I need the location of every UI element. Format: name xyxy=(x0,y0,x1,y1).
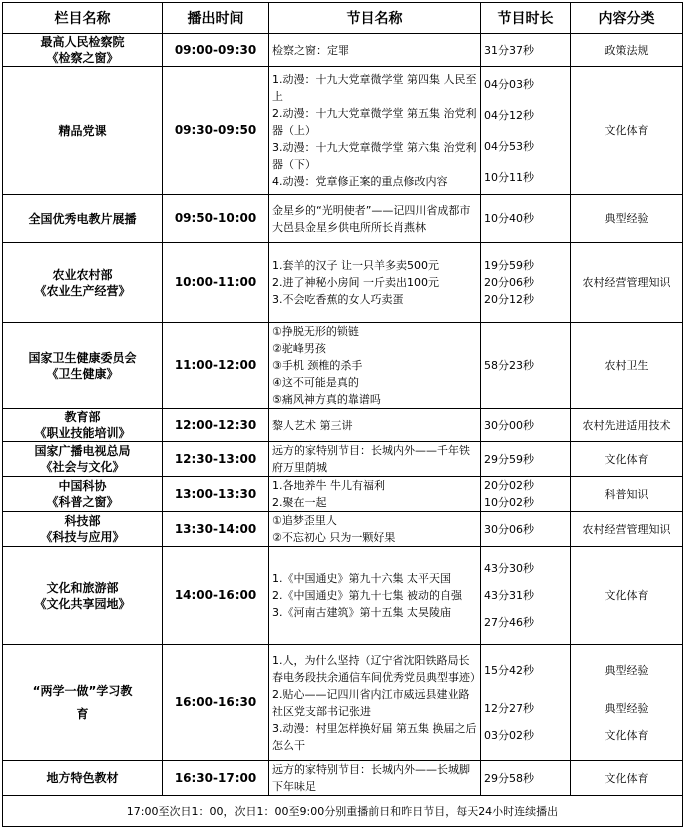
program-item: 3.不会吃香蕉的女人巧卖蛋 xyxy=(272,293,404,306)
category-item: 典型经验 xyxy=(604,663,649,677)
duration-item: 43分31秒 xyxy=(484,589,534,602)
header-column-name: 栏目名称 xyxy=(3,3,163,34)
category-cell xyxy=(571,761,683,796)
category-cell xyxy=(571,34,683,67)
air-time: 12:30-13:00 xyxy=(163,442,269,477)
duration-item: 10分40秒 xyxy=(484,212,534,225)
column-name: 中国科协 xyxy=(58,479,107,493)
program-item: 1.《中国通史》第九十六集 太平天国 xyxy=(272,572,451,585)
category-cell xyxy=(571,512,683,547)
header-row xyxy=(3,3,683,34)
column-name: 科技部 xyxy=(64,514,101,528)
program-cell xyxy=(269,195,481,243)
column-name: 国家广播电视总局 xyxy=(34,444,131,458)
table-row xyxy=(3,645,683,761)
program-item: ③手机 颈椎的杀手 xyxy=(272,359,363,372)
category-cell xyxy=(571,323,683,409)
table-row xyxy=(3,477,683,512)
program-item: ②驼峰男孩 xyxy=(272,342,326,355)
duration-item: 04分12秒 xyxy=(484,108,534,122)
schedule-table xyxy=(2,2,683,827)
category-item: 农村卫生 xyxy=(604,359,649,372)
header-air-time: 播出时间 xyxy=(163,3,269,34)
column-name: 农业农村部 xyxy=(52,267,113,282)
duration-item: 04分53秒 xyxy=(484,139,534,153)
duration-item: 20分12秒 xyxy=(484,293,534,306)
category-cell xyxy=(571,645,683,761)
duration-cell xyxy=(481,195,571,243)
program-item: 2.动漫：十九大党章微学堂 第五集 治党利器（上） xyxy=(272,107,477,137)
program-item: 1.套羊的汉子 让一只羊多卖500元 xyxy=(272,259,439,272)
air-time: 11:00-12:00 xyxy=(163,323,269,409)
column-name: 教育部 xyxy=(64,410,101,424)
column-cell xyxy=(3,512,163,547)
column-cell xyxy=(3,547,163,645)
header-duration: 节目时长 xyxy=(481,3,571,34)
category-item: 文化体育 xyxy=(604,771,649,785)
program-cell xyxy=(269,512,481,547)
air-time: 14:00-16:00 xyxy=(163,547,269,645)
program-item: 2.进了神秘小房间 一斤卖出100元 xyxy=(272,276,439,289)
column-subtitle: 《卫生健康》 xyxy=(46,366,119,381)
category-cell xyxy=(571,547,683,645)
duration-cell xyxy=(481,442,571,477)
table-row xyxy=(3,34,683,67)
duration-item: 03分02秒 xyxy=(484,728,534,742)
category-item: 典型经验 xyxy=(604,701,649,715)
air-time: 09:30-09:50 xyxy=(163,67,269,195)
program-cell xyxy=(269,409,481,442)
category-item: 文化体育 xyxy=(604,589,649,602)
table-row xyxy=(3,547,683,645)
program-cell xyxy=(269,645,481,761)
column-name: 地方特色教材 xyxy=(46,771,119,785)
column-cell xyxy=(3,67,163,195)
category-item: 农村经营管理知识 xyxy=(582,276,671,289)
duration-cell xyxy=(481,477,571,512)
column-name: 文化和旅游部 xyxy=(46,580,119,595)
header-program-name: 节目名称 xyxy=(269,3,481,34)
air-time: 13:00-13:30 xyxy=(163,477,269,512)
program-item: 4.动漫：党章修正案的重点修改内容 xyxy=(272,175,448,188)
table-row xyxy=(3,442,683,477)
column-name: 最高人民检察院 xyxy=(40,35,125,49)
column-subtitle: 《职业技能培训》 xyxy=(34,426,131,440)
program-cell xyxy=(269,442,481,477)
footer-row xyxy=(3,796,683,827)
duration-item: 20分02秒 xyxy=(484,479,534,492)
duration-item: 29分58秒 xyxy=(484,771,534,785)
category-item: 科普知识 xyxy=(604,487,649,501)
category-cell xyxy=(571,195,683,243)
column-name: 精品党课 xyxy=(58,123,107,138)
duration-item: 04分03秒 xyxy=(484,77,534,91)
category-cell xyxy=(571,442,683,477)
column-subtitle: 《社会与文化》 xyxy=(40,460,125,474)
program-item: 3.《河南古建筑》第十五集 太昊陵庙 xyxy=(272,606,451,619)
duration-cell xyxy=(481,761,571,796)
duration-cell xyxy=(481,512,571,547)
program-cell xyxy=(269,761,481,796)
duration-cell xyxy=(481,547,571,645)
air-time: 12:00-12:30 xyxy=(163,409,269,442)
duration-item: 58分23秒 xyxy=(484,359,534,372)
category-item: 文化体育 xyxy=(604,124,649,137)
column-subtitle: 《检察之窗》 xyxy=(46,51,119,65)
program-item: 2.聚在一起 xyxy=(272,496,327,509)
program-item: 金星乡的“光明使者”——记四川省成都市大邑县金星乡供电所所长肖燕林 xyxy=(272,203,471,234)
program-item: 远方的家特别节目：长城内外——千年铁府万里荫城 xyxy=(272,444,470,474)
duration-item: 15分42秒 xyxy=(484,663,534,677)
category-cell xyxy=(571,243,683,323)
duration-item: 30分00秒 xyxy=(484,418,534,432)
table-row xyxy=(3,409,683,442)
column-cell xyxy=(3,243,163,323)
program-item: 2.《中国通史》第九十七集 被动的自强 xyxy=(272,589,462,602)
air-time: 16:00-16:30 xyxy=(163,645,269,761)
program-item: 检察之窗：定罪 xyxy=(272,43,349,57)
category-cell xyxy=(571,409,683,442)
program-item: 远方的家特别节目：长城内外——长城脚下年味足 xyxy=(272,763,470,793)
program-cell xyxy=(269,34,481,67)
duration-item: 29分59秒 xyxy=(484,452,534,466)
column-name: 国家卫生健康委员会 xyxy=(28,350,137,365)
duration-item: 19分59秒 xyxy=(484,259,534,272)
column-cell xyxy=(3,645,163,761)
program-item: 1.动漫：十九大党章微学堂 第四集 人民至上 xyxy=(272,73,477,103)
category-item: 典型经验 xyxy=(604,212,649,225)
duration-cell xyxy=(481,409,571,442)
column-subtitle: 《科技与应用》 xyxy=(40,530,125,544)
column-cell xyxy=(3,409,163,442)
category-item: 文化体育 xyxy=(604,728,649,742)
column-name: “两学一做”学习教 xyxy=(32,684,133,698)
duration-item: 31分37秒 xyxy=(484,43,534,57)
duration-cell xyxy=(481,323,571,409)
column-cell xyxy=(3,761,163,796)
duration-item: 12分27秒 xyxy=(484,701,534,715)
program-item: ⑤痛风神方真的靠谱吗 xyxy=(272,393,381,406)
column-cell xyxy=(3,477,163,512)
duration-item: 10分02秒 xyxy=(484,496,534,509)
duration-item: 10分11秒 xyxy=(484,170,534,184)
table-row xyxy=(3,323,683,409)
program-item: ④这不可能是真的 xyxy=(272,376,359,389)
program-item: 2.贴心——记四川省内江市威远县建业路社区党支部书记张进 xyxy=(272,687,470,718)
category-cell xyxy=(571,477,683,512)
column-subtitle: 《文化共享园地》 xyxy=(34,596,131,611)
program-item: ②不忘初心 只为一颗好果 xyxy=(272,531,396,544)
air-time: 16:30-17:00 xyxy=(163,761,269,796)
duration-item: 43分30秒 xyxy=(484,562,534,575)
column-cell xyxy=(3,195,163,243)
category-item: 文化体育 xyxy=(604,452,649,466)
duration-item: 20分06秒 xyxy=(484,276,534,289)
column-cell xyxy=(3,323,163,409)
program-cell xyxy=(269,67,481,195)
table-row xyxy=(3,761,683,796)
column-subtitle: 《农业生产经营》 xyxy=(34,283,131,298)
column-name-cont: 育 xyxy=(76,707,89,721)
category-item: 农村经营管理知识 xyxy=(582,522,671,536)
program-item: 1.人，为什么坚持（辽宁省沈阳铁路局长春电务段扶余通信车间优秀党员典型事迹） xyxy=(272,653,481,684)
duration-cell xyxy=(481,67,571,195)
category-item: 农村先进适用技术 xyxy=(582,418,671,432)
table-row xyxy=(3,67,683,195)
table-row xyxy=(3,195,683,243)
air-time: 09:00-09:30 xyxy=(163,34,269,67)
program-item: 3.动漫：村里怎样换好届 第五集 换届之后怎么干 xyxy=(272,721,477,752)
duration-cell xyxy=(481,645,571,761)
program-cell xyxy=(269,547,481,645)
program-item: 1.各地养牛 牛儿有福利 xyxy=(272,479,385,492)
air-time: 09:50-10:00 xyxy=(163,195,269,243)
program-cell xyxy=(269,477,481,512)
program-item: ①追梦歪里人 xyxy=(272,514,337,527)
program-item: ①挣脱无形的锁链 xyxy=(272,325,359,338)
air-time: 10:00-11:00 xyxy=(163,243,269,323)
table-row xyxy=(3,512,683,547)
column-cell xyxy=(3,442,163,477)
duration-item: 27分46秒 xyxy=(484,616,534,629)
air-time: 13:30-14:00 xyxy=(163,512,269,547)
column-subtitle: 《科普之窗》 xyxy=(46,495,119,509)
column-name: 全国优秀电教片展播 xyxy=(28,211,137,226)
program-cell xyxy=(269,323,481,409)
footer-note: 17:00至次日1：00，次日1：00至9:00分别重播前日和昨日节目，每天24小时连续播出 xyxy=(3,796,683,827)
category-item: 政策法规 xyxy=(604,43,649,57)
duration-item: 30分06秒 xyxy=(484,522,534,536)
program-item: 3.动漫：十九大党章微学堂 第六集 治党利器（下） xyxy=(272,141,477,171)
program-cell xyxy=(269,243,481,323)
duration-cell xyxy=(481,34,571,67)
program-item: 黎人艺术 第三讲 xyxy=(272,418,353,432)
table-row xyxy=(3,243,683,323)
header-category: 内容分类 xyxy=(571,3,683,34)
category-cell xyxy=(571,67,683,195)
duration-cell xyxy=(481,243,571,323)
column-cell xyxy=(3,34,163,67)
